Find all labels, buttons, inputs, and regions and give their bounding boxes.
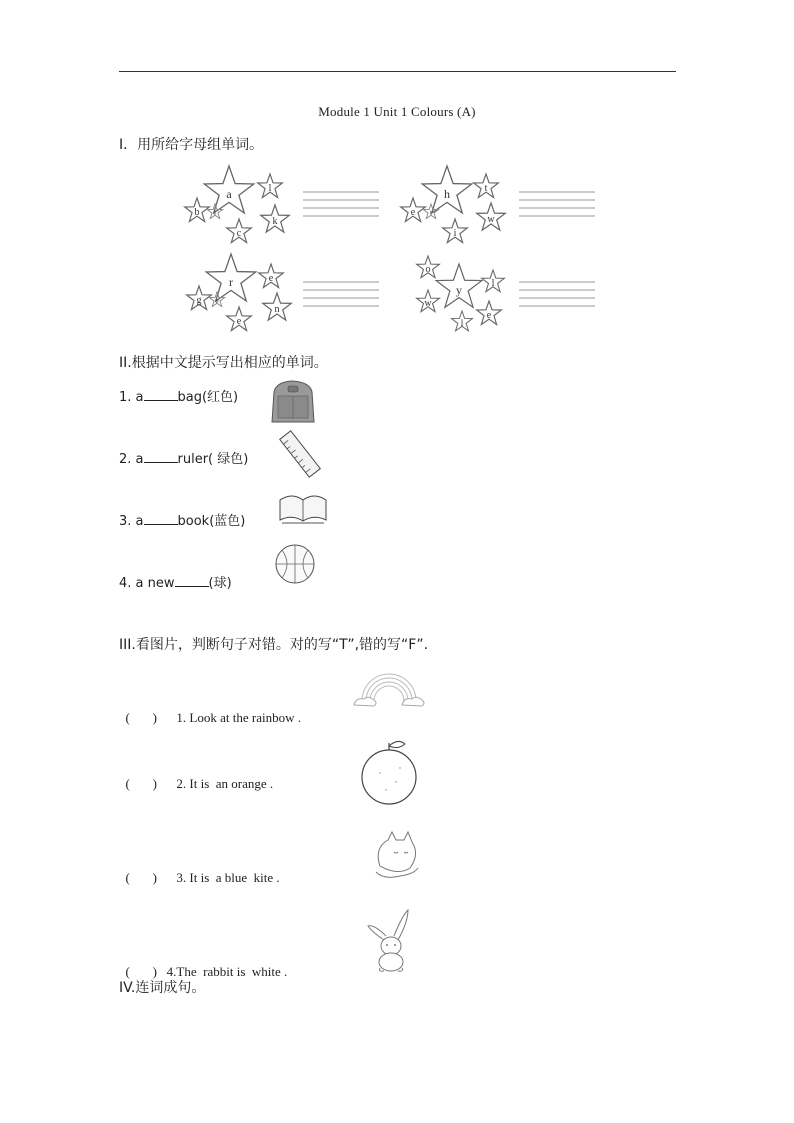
answer-parentheses[interactable]: ( ) bbox=[125, 776, 157, 791]
answer-parentheses[interactable]: ( ) bbox=[125, 964, 157, 979]
cat-icon bbox=[370, 824, 424, 880]
section-2-heading: II.根据中文提示写出相应的单词。 bbox=[119, 355, 328, 371]
fill-item-suffix: bag(红色) bbox=[177, 390, 239, 405]
fill-item-1 bbox=[119, 386, 238, 405]
fill-item-4 bbox=[119, 572, 232, 591]
fill-item-prefix: 4. a new bbox=[119, 576, 175, 591]
answer-parentheses[interactable]: ( ) bbox=[125, 710, 157, 725]
star-group-4 bbox=[417, 256, 595, 331]
star-letter: r bbox=[229, 275, 233, 289]
star-letter: b bbox=[194, 207, 200, 218]
star-letter: e bbox=[236, 316, 242, 327]
fill-item-3 bbox=[119, 510, 245, 529]
answer-blank[interactable] bbox=[144, 388, 178, 401]
tf-statement: 4.The rabbit is white . bbox=[166, 964, 288, 979]
fill-item-suffix: book(蓝色) bbox=[177, 514, 246, 529]
tf-item-3 bbox=[119, 854, 280, 886]
page-title: Module 1 Unit 1 Colours (A) bbox=[318, 104, 476, 119]
star-letter: e bbox=[268, 273, 274, 284]
tf-item-2 bbox=[119, 760, 273, 792]
ball-icon bbox=[272, 542, 318, 586]
star-letter: a bbox=[226, 187, 232, 201]
ruler-icon bbox=[276, 428, 324, 480]
star-letter: g bbox=[196, 295, 202, 306]
answer-blank[interactable] bbox=[144, 512, 178, 525]
fill-item-suffix: (球) bbox=[208, 576, 232, 591]
section-4-heading: IV.连词成句。 bbox=[119, 980, 206, 996]
star-letter: o bbox=[425, 264, 431, 275]
fill-item-suffix: ruler( 绿色) bbox=[177, 452, 249, 467]
tf-statement: 2. It is an orange . bbox=[176, 776, 274, 791]
orange-icon bbox=[358, 738, 420, 808]
star-letter: c bbox=[236, 228, 242, 239]
fill-item-prefix: 2. a bbox=[119, 452, 144, 467]
tf-item-4 bbox=[119, 948, 287, 980]
star-letter: l bbox=[460, 318, 464, 328]
star-letter: l bbox=[268, 183, 272, 194]
answer-blank[interactable] bbox=[175, 574, 209, 587]
star-letter: t bbox=[484, 183, 488, 194]
answer-blank[interactable] bbox=[144, 450, 178, 463]
tf-statement: 1. Look at the rainbow . bbox=[176, 710, 301, 725]
star-letter: l bbox=[214, 209, 216, 217]
star-letter: l bbox=[491, 278, 495, 289]
star-letter-puzzles bbox=[175, 162, 615, 340]
star-letter: e bbox=[215, 297, 219, 305]
star-letter: w bbox=[424, 298, 432, 309]
tf-statement: 3. It is a blue kite . bbox=[176, 870, 280, 885]
star-letter: w bbox=[487, 214, 495, 225]
tf-item-1 bbox=[119, 694, 301, 726]
star-letter: t bbox=[430, 209, 432, 217]
book-icon bbox=[276, 490, 330, 526]
schoolbag-icon bbox=[266, 378, 318, 426]
star-group-3 bbox=[187, 254, 379, 331]
star-letter: i bbox=[453, 228, 457, 239]
fill-item-prefix: 1. a bbox=[119, 390, 144, 405]
fill-item-2 bbox=[119, 448, 248, 467]
star-group-2 bbox=[401, 166, 595, 243]
star-letter: y bbox=[456, 283, 462, 297]
rainbow-icon bbox=[352, 665, 426, 710]
star-letter: e bbox=[410, 207, 416, 218]
star-group-1 bbox=[185, 166, 379, 243]
header-rule bbox=[119, 71, 676, 72]
star-letter: n bbox=[274, 304, 280, 315]
star-letter: k bbox=[272, 216, 278, 227]
rabbit-icon bbox=[364, 906, 416, 972]
star-letter: h bbox=[444, 187, 450, 201]
section-1-heading: I．用所给字母组单词。 bbox=[119, 137, 264, 153]
fill-item-prefix: 3. a bbox=[119, 514, 144, 529]
answer-parentheses[interactable]: ( ) bbox=[125, 870, 157, 885]
section-3-heading: III.看图片，判断句子对错。对的写“T”,错的写“F”. bbox=[119, 637, 429, 653]
star-letter: e bbox=[486, 310, 492, 321]
